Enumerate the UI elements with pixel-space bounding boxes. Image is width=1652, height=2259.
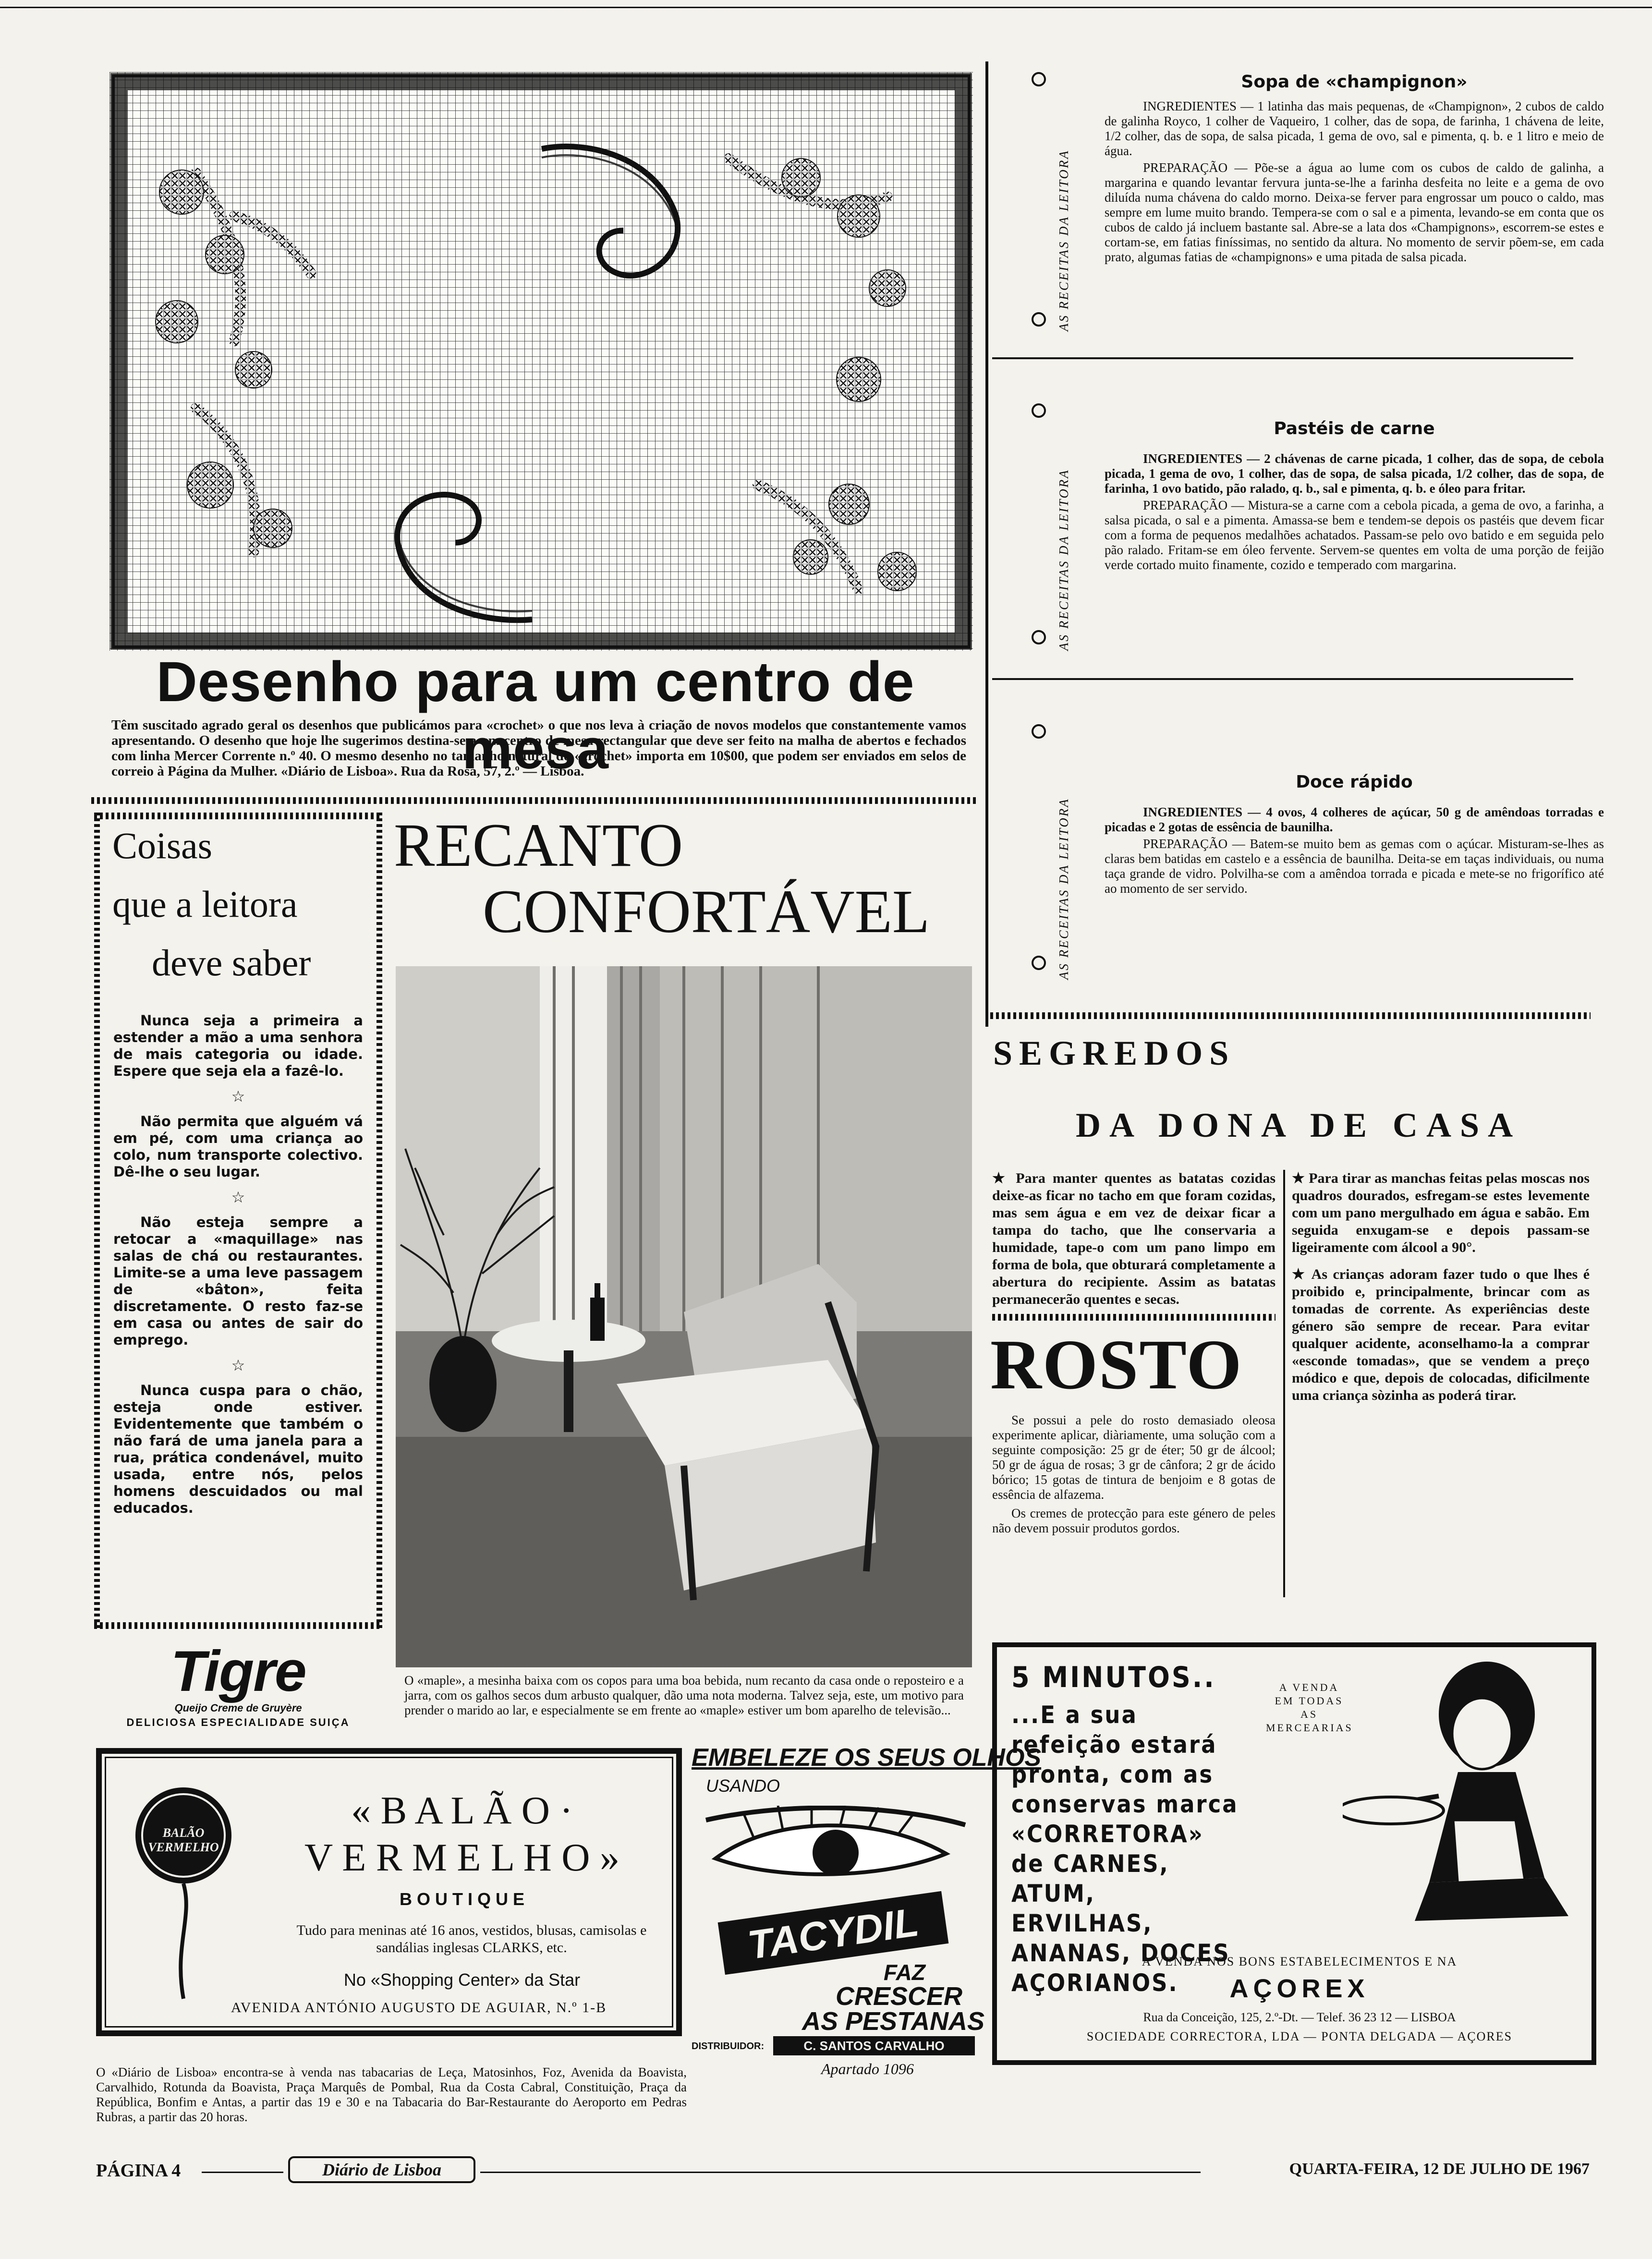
page-number: PÁGINA 4 — [96, 2161, 181, 2181]
acorex-company: SOCIEDADE CORRECTORA, LDA — PONTA DELGADA — AÇORES — [1086, 2029, 1513, 2043]
acorex-body: ...E a sua refeição estará pronta, com as conservas marca «CORRETORA» de CARNES, ATUM, ERVILHAS, ANANAS, DOCES AÇORIANOS. — [1011, 1701, 1239, 1997]
segredos-item-1a: ★ Para manter quentes as batatas cozidas deixe-as ficar no tacho em que foram cozidas, mas sem água e em vez de deixar ficar a tampa do tacho, que lhe conservaria a humidade, tape-o com um pano limpo em forma de bola, que obturará completamente a abertura do recipiente. Assim as batatas permanecerão quentes e secas. — [992, 1170, 1275, 1307]
balao-address: AVENIDA ANTÓNIO AUGUSTO DE AGUIAR, N.º 1-B — [231, 2000, 607, 2016]
divider-wavy — [91, 797, 977, 804]
recipe-title: Pastéis de carne — [1274, 419, 1435, 438]
recipe-title: Doce rápido — [1296, 772, 1413, 792]
rosto-title: ROSTO — [990, 1325, 1243, 1404]
recipe-preparation: PREPARAÇÃO — Põe-se a água ao lume com os cubos de caldo de galinha, a margarina e quando levantar fervura junta-se-lhe a farinha desfeita no leite e a gema de ovo diluída numa chávena do caldo morno. Deixa-se ferver para engrossar um pouco o caldo, mas sempre em lume muito brando. Tempera-se com o sal e a pimenta, levando-se em conta que os cubos de caldo já incluem bastante sal. Abre-se a lata dos «Champignons», escorrem-se estes e cortam-se, em fatias finíssimas, no sentido da altura. No momento de servir põem-se, em cada prato, algumas fatias de «champignons» e uma pitada de salsa picada. — [1105, 160, 1604, 264]
column-rule — [985, 61, 988, 1027]
acorex-side-4: MERCEARIAS — [1266, 1722, 1353, 1734]
tacydil-box: Apartado 1096 — [821, 2060, 914, 2077]
segredos-item: ★ As crianças adoram fazer tudo o que lhes é proibido e, principalmente, brincar com as tomadas de corrente. As experiências deste género são sempre de recear. Para evitar qualquer acidente, aconselhamo-la a comprar «esconde tomadas», que se vendem a preço módico e que, depois de colocadas, dificilmente uma criança sòzinha as poderá tirar. — [1292, 1266, 1590, 1403]
masthead-logo: Diário de Lisboa — [288, 2156, 475, 2183]
recanto-title-1: RECANTO — [394, 811, 683, 879]
tacydil-headline: EMBELEZE OS SEUS OLHOS — [692, 1744, 1042, 1772]
housewife-illustration-icon — [1343, 1657, 1592, 1926]
balloon-logo-icon — [131, 1783, 236, 2004]
recipe-side-label: AS RECEITAS DA LEITORA — [1057, 798, 1071, 980]
tacydil-usando: USANDO — [706, 1776, 780, 1796]
article-intro-crochet: Têm suscitado agrado geral os desenhos que publicámos para «crochet» o que nos leva à criação de novos modelos que constantemente vamos apresentando. O desenho que hoje lhe sugerimos destina-se a um centro de mesa rectangular que deve ser feito na malha de abertos e fechados com linha Mercer Corrente n.º 40. O mesmo desenho no tamanho natural do «crochet» importa em 10$00, que podem ser enviados em selos de correio à Página da Mulher. «Diário de Lisboa». Rua da Rosa, 57, 2.º — Lisboa. — [111, 717, 966, 779]
star-bullet-icon: ★ — [992, 1170, 1016, 1186]
balao-boutique: B O U T I Q U E — [399, 1889, 524, 1909]
coisas-item: Não esteja sempre a retocar a «maquillage» nas salas de chá ou restaurantes. Limite-se a uma leve passagem de «bâton», feita discretamente. O resto faz-se em casa ou antes de sair do emprego. — [113, 1214, 363, 1348]
star-icon: ☆ — [231, 1188, 245, 1206]
recanto-photo — [396, 966, 972, 1667]
acorex-side — [1266, 1681, 1352, 1735]
issue-date: QUARTA-FEIRA, 12 DE JULHO DE 1967 — [1289, 2160, 1590, 2178]
divider-wavy — [990, 1012, 1591, 1019]
acorex-ad — [992, 1642, 1596, 2065]
tigre-tagline: DELICIOSA ESPECIALIDADE SUIÇA — [126, 1716, 350, 1728]
recipe-preparation: PREPARAÇÃO — Mistura-se a carne com a cebola picada, a gema de ovo, a farinha, a salsa picada, o sal e a pimenta. Amassa-se bem e tendem-se depois os pastéis que devem ficar com a forma de pequenos medalhões achatados. Passam-se pelo ovo batido e em seguida pelo pão ralado. Fritam-se em óleo fervente. Servem-se quentes em volta de uma porção de feijão verde cortado muito finamente, cozido e temperado com margarina. — [1105, 498, 1604, 572]
tigre-sub: Queijo Creme de Gruyère — [174, 1702, 302, 1714]
acorex-headline: 5 MINUTOS.. — [1011, 1661, 1216, 1694]
tacydil-claim-3: AS PESTANAS — [802, 2007, 985, 2036]
balao-desc: Tudo para meninas até 16 anos, vestidos, blusas, camisolas e sandálias inglesas CLARKS, etc. — [296, 1922, 647, 1955]
coisas-box — [94, 813, 382, 1629]
acorex-address: Rua da Conceição, 125, 2.º-Dt. — Telef. 36 23 12 — LISBOA — [1143, 2010, 1456, 2024]
rosto-paragraph: Os cremes de protecção para este género de peles não devem possuir produtos gordos. — [992, 1506, 1275, 1535]
punch-hole-icon — [1032, 956, 1046, 970]
coisas-title-2: que a leitora — [112, 883, 298, 925]
tacydil-distributor: C. SANTOS CARVALHO — [773, 2036, 975, 2055]
punch-hole-icon — [1032, 630, 1046, 644]
column-rule — [1283, 1170, 1285, 1597]
recipe-side-label: AS RECEITAS DA LEITORA — [1057, 469, 1071, 651]
acorex-side-3: AS — [1300, 1708, 1318, 1720]
segredos-title-1: SEGREDOS — [993, 1034, 1236, 1072]
punch-hole-icon — [1032, 72, 1046, 86]
punch-hole-icon — [1032, 724, 1046, 739]
punch-hole-icon — [1032, 312, 1046, 327]
balao-vermelho-ad — [96, 1748, 682, 2036]
recipe-ingredients: INGREDIENTES — 1 latinha das mais pequenas, de «Champignon», 2 cubos de caldo de galinha Royco, 1 colher de Vaqueiro, 1 colher, das de sopa, de farinha, 1 chávena de leite, 1/2 colher, das de sopa, de salsa picada, 1 gema de ovo, sal e pimenta, q. b. e 1 litro e meio de água. — [1105, 99, 1604, 158]
tacydil-claim-1: FAZ — [884, 1960, 925, 1985]
punch-hole-icon — [1032, 403, 1046, 418]
recipe-ingredients: INGREDIENTES — 4 ovos, 4 colheres de açúcar, 50 g de amêndoas torradas e picadas e 2 gotas de essência de baunilha. — [1105, 805, 1604, 834]
coisas-title-1: Coisas — [112, 825, 213, 866]
recanto-title-2: CONFORTÁVEL — [483, 877, 930, 946]
acorex-sale: A VENDA NOS BONS ESTABELECIMENTOS E NA — [1142, 1955, 1458, 1968]
rosto-body — [992, 1413, 1275, 1536]
coisas-item: Nunca seja a primeira a estender a mão a uma senhora de mais categoria ou idade. Espere que seja ela a fazê-lo. — [113, 1012, 363, 1079]
crochet-pattern-chart — [109, 72, 973, 651]
tacydil-ad — [692, 1743, 1042, 2079]
rosto-paragraph: Se possui a pele do rosto demasiado oleosa experimente aplicar, diàriamente, uma solução com a seguinte composição: 25 gr de éter; 50 gr de álcool; 50 gr de água de rosas; 3 gr de cânfora; 2 gr de ácido bórico; 15 gotas de tintura de benjoim e 8 gotas de essência de alfazema. — [992, 1413, 1275, 1502]
acorex-side-1: A VENDA — [1279, 1681, 1339, 1693]
footer-notice: O «Diário de Lisboa» encontra-se à venda nas tabacarias de Leça, Matosinhos, Foz, Avenida da Boavista, Carvalhido, Rotunda da Boavista, Praça Marquês de Pombal, Rua da Costa Cabral, Constituição, Praça da República, Bonfim e Antas, a partir das 19 e 30 e na Tabacaria do Bar-Restaurante do Aeroporto em Pedras Rubras, a partir das 20 horas. — [96, 2065, 687, 2124]
recipe-preparation: PREPARAÇÃO — Batem-se muito bem as gemas com o açúcar. Misturam-se-lhes as claras bem batidas em castelo e a essência de baunilha. Deita-se em taças individuais, ou numa taça grande de vidro. Polvilha-se com a amêndoa torrada e picada e mete-se no frigorífico até ao momento de ser servido. — [1105, 837, 1604, 896]
balao-name-2: V E R M E L H O » — [304, 1835, 620, 1879]
tacydil-dist-label: DISTRIBUIDOR: — [692, 2041, 765, 2052]
balao-location: No «Shopping Center» da Star — [343, 1970, 581, 1990]
coisas-title-3: deve saber — [152, 942, 311, 984]
tigre-ad — [94, 1639, 382, 1729]
page-top-rule — [0, 7, 1652, 8]
segredos-title-2: DA DONA DE CASA — [1076, 1106, 1522, 1144]
recipe-title: Sopa de «champignon» — [1241, 72, 1468, 92]
acorex-brand: AÇOREX — [1229, 1974, 1370, 2003]
segredos-items-right — [1292, 1170, 1590, 1404]
balao-logo-text: BALÃO VERMELHO — [148, 1826, 219, 1854]
divider-wavy — [992, 1314, 1275, 1321]
tacydil-claim-2: CRESCER — [836, 1982, 963, 2011]
tigre-brand: Tigre — [170, 1639, 306, 1703]
tacydil-brand: TACYDIL — [745, 1899, 922, 1968]
coisas-item: Nunca cuspa para o chão, esteja onde estiver. Evidentemente que também o não fará de uma janela para a rua, prática condenável, muito usada, entre nós, pelos homens descuidados ou mal educados. — [113, 1382, 363, 1516]
recipe-side-label: AS RECEITAS DA LEITORA — [1057, 149, 1071, 331]
star-icon: ☆ — [231, 1356, 245, 1374]
coisas-item: Não permita que alguém vá em pé, com uma criança ao colo, num transporte colectivo. Dê-lhe o seu lugar. — [113, 1113, 363, 1180]
acorex-side-2: EM TODAS — [1275, 1695, 1344, 1707]
eye-illustration-icon — [696, 1806, 975, 1902]
star-icon: ☆ — [231, 1087, 245, 1105]
recipe-ingredients: INGREDIENTES — 2 chávenas de carne picada, 1 colher, das de sopa, de cebola picada, 1 gema de ovo, 1 colher, das de sopa, de salsa picada, 1/2 colher, das de sopa, de farinha, 1 ovo batido, pão ralado, q. b., sal e pimenta, q. b. e óleo para fritar. — [1105, 451, 1604, 496]
recanto-caption: O «maple», a mesinha baixa com os copos para uma boa bebida, num recanto da casa onde o reposteiro e a jarra, com os galhos secos dum arbusto qualquer, dão uma nota moderna. Talvez seja, este, um motivo para prender o marido ao lar, e especialmente se em frente ao «maple» estiver um bom aparelho de televisão... — [404, 1673, 964, 1717]
balao-name-1: « B A L Ã O · — [351, 1788, 573, 1832]
article-title-crochet: Desenho para um centro de mesa — [156, 650, 915, 781]
segredos-item: ★ Para tirar as manchas feitas pelas moscas nos quadros dourados, esfregam-se estes levemente com um pano mergulhado em água e sabão. Em seguida enxugam-se e depois passam-se ligeiramente com álcool a 90°. — [1292, 1170, 1590, 1255]
star-bullet-icon: ★ — [1292, 1170, 1309, 1186]
star-bullet-icon: ★ — [1292, 1266, 1312, 1282]
